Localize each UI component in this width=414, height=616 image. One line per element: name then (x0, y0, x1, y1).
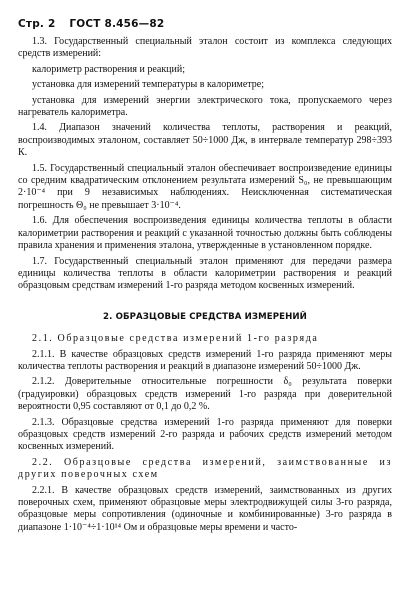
document-body (18, 36, 392, 534)
paragraph-1-7: 1.7. Государственный специальный эталон применяют для передачи размера единицы количества теплоты в области калориметрии растворения и реакций образцовым средствам измерений 1-го разряда методом косвенных измерений. (18, 255, 392, 292)
list-item-calorimeter: калориметр растворения и реакций; (32, 63, 186, 75)
paragraph-2-1-3: 2.1.3. Образцовые средства измерений 1-го разряда применяют для поверки образцовых средств измерений 2-го разряда и рабочих средств измерений методом косвенных измерений. (18, 416, 392, 453)
paragraph-2-2-1: 2.2.1. В качестве образцовых средств измерений, заимствованных из других поверочных схем, применяют образцовые меры электродвижущей силы 3-го разряда, образцовые меры сопротивления (одиночные и комбинированные) 3-го разряда в диапазоне 1·10⁻⁴÷1·10¹⁴ Ом и образцовые меры времени и часто- (18, 484, 392, 533)
document-code: ГОСТ 8.456—82 (69, 18, 165, 30)
paragraph-2-1-2: 2.1.2. Доверительные относительные погрешности δ₀ результата поверки (градуировки) образцовых средств измерений 1-го разряда при доверительной вероятности 0,95 составляют от 0,1 до 0,2 %. (18, 376, 392, 413)
paragraph-2-1-1: 2.1.1. В качестве образцовых средств измерений 1-го разряда применяют меры количества теплоты растворения и реакций в диапазоне измерений 50÷1000 Дж. (18, 348, 392, 372)
paragraph-1-4: 1.4. Диапазон значений количества теплоты, растворения и реакций, воспроизводимых эталоном, составляет 50÷1000 Дж, в интервале температур 298÷393 К. (18, 122, 392, 159)
page-label: Стр. 2 (18, 18, 56, 30)
paragraph-2-1: 2.1. Образцовые средства измерений 1-го разряда (32, 333, 319, 345)
list-item-temperature-setup: установка для измерений температуры в калориметре; (32, 79, 265, 91)
list-item-energy-setup: установка для измерений энергии электрического тока, пропускаемого через нагреватель калориметра. (18, 94, 392, 119)
paragraph-1-6: 1.6. Для обеспечения воспроизведения единицы количества теплоты в области калориметрии растворения и реакций с указанной точностью должны быть соблюдены правила хранения и применения эталона, утвержденные в установленном порядке. (18, 215, 392, 252)
paragraph-1-5: 1.5. Государственный специальный эталон обеспечивает воспроизведение единицы со средним квадратическим отклонением результата измерений S₀, не превышающим 2·10⁻⁴ при 9 независимых наблюдениях. Неисключенная систематическая погрешность Θ₀ не превышает 3·10⁻⁴. (18, 162, 392, 211)
section-title: 2. ОБРАЗЦОВЫЕ СРЕДСТВА ИЗМЕРЕНИЙ (103, 311, 307, 322)
paragraph-2-2: 2.2. Образцовые средства измерений, заимствованные из других поверочных схем (18, 456, 392, 481)
running-header (18, 18, 392, 30)
paragraph-1-3: 1.3. Государственный специальный эталон состоит из комплекса следующих средств измерений: (18, 36, 392, 60)
